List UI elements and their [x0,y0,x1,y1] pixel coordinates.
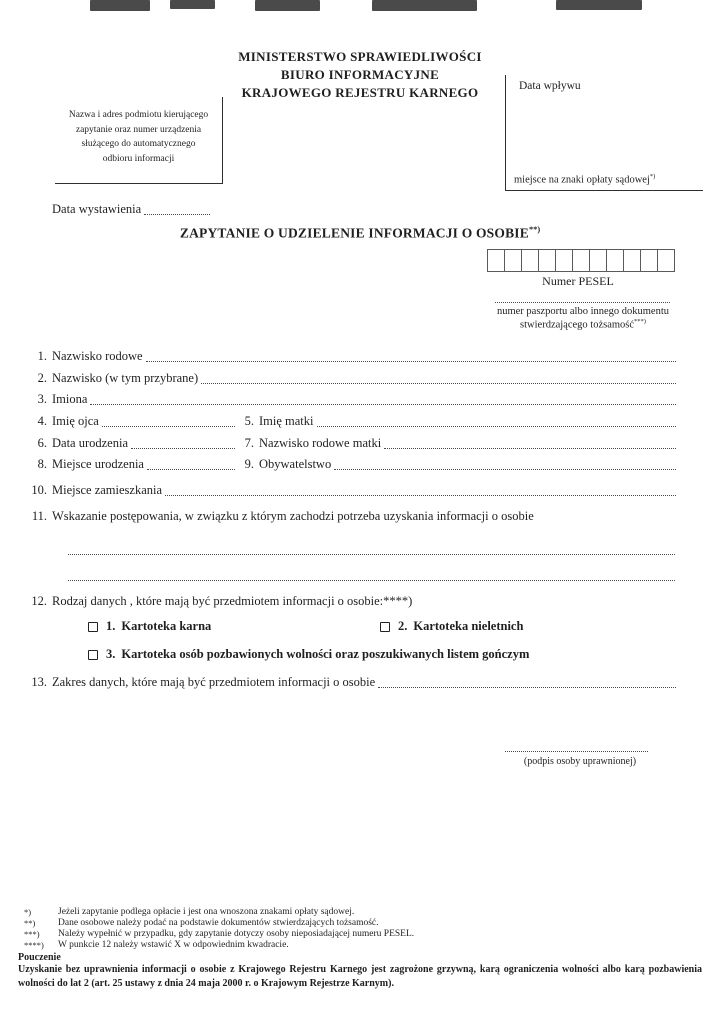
footnote-2 [24,918,700,929]
pesel-cell[interactable] [657,249,675,272]
fill-line[interactable] [131,438,235,449]
fill-line[interactable] [334,459,676,470]
write-in-line[interactable] [68,553,675,555]
field-label: Nazwisko rodowe matki [259,436,382,450]
pesel-cell[interactable] [623,249,641,272]
pesel-cell[interactable] [555,249,573,272]
checkbox-number: 2. [398,619,408,633]
sender-box-line: odbioru informacji [102,154,175,165]
pesel-cell[interactable] [487,249,505,272]
pesel-cell[interactable] [538,249,556,272]
form-row-11 [30,509,678,524]
form-row-2 [30,371,678,386]
field-label: Miejsce urodzenia [52,457,144,471]
fee-stamp-label: miejsce na znaki opłaty sądowej*) [514,172,656,185]
footnote-text: Jeżeli zapytanie podlega opłacie i jest ona wnoszona znakami opłaty sądowej. [58,907,355,917]
form-row-1 [30,349,678,364]
field-label: Data urodzenia [52,436,129,450]
field-number: 3. [37,392,47,406]
date-issued-fill-line[interactable] [144,204,210,215]
form-row-4-5 [30,414,678,429]
pesel-cell[interactable] [572,249,590,272]
passport-note [478,306,688,332]
field-number: 8. [37,457,47,471]
field-number: 9. [244,457,254,471]
title-footnote-ref: **) [528,225,541,234]
form-row-13 [30,675,678,690]
footnote-1 [24,907,700,918]
checkbox-kartoteka-nieletnich [380,619,523,634]
pesel-cell[interactable] [606,249,624,272]
form-row-8-9 [30,457,678,472]
sender-box-line: służącego do automatycznego [81,139,196,150]
row12-footnote-ref: ****) [383,594,413,608]
footnote-4 [24,940,700,951]
pesel-boxes [487,249,675,272]
fill-line[interactable] [147,459,235,470]
scan-artifact [255,0,320,11]
passport-footnote-ref: ***) [634,318,646,326]
field-number: 7. [244,436,254,450]
field-label: Imiona [52,392,88,406]
footnote-marker: **) [24,918,36,928]
date-received-label: Data wpływu [519,80,581,92]
scan-artifact [372,0,477,11]
pesel-cell[interactable] [589,249,607,272]
footnote-text: Należy wypełnić w przypadku, gdy zapytanie dotyczy osoby nieposiadającej numeru PESEL. [58,929,415,939]
sender-box-line: zapytanie oraz numer urządzenia [75,124,202,135]
signature-line[interactable] [505,750,648,752]
checkbox-square[interactable] [88,650,98,660]
field-label: Nazwisko (w tym przybrane) [52,371,199,385]
sender-box-line: Nazwa i adres podmiotu kierującego [68,110,209,120]
signature-caption: (podpis osoby uprawnionej) [523,756,637,767]
checkbox-number: 3. [106,647,116,661]
fill-line[interactable] [378,677,676,688]
fill-line[interactable] [165,485,676,496]
checkbox-number: 1. [106,619,116,633]
fee-stamp-footnote-ref: *) [649,172,656,180]
field-label: Nazwisko rodowe [52,349,143,363]
passport-note-line1: numer paszportu albo innego dokumentu [496,306,670,317]
field-label: Obywatelstwo [259,457,332,471]
field-label: Zakres danych, które mają być przedmiotem informacji o osobie [52,675,376,689]
footnote-3 [24,929,700,940]
scan-artifact [90,0,150,11]
form-title: ZAPYTANIE O UDZIELENIE INFORMACJI O OSOBIE**) [179,225,541,241]
pouczenie-text: Uzyskanie bez uprawnienia informacji o osobie z Krajowego Rejestru Karnego jest zagrożone grzywną, karą ograniczenia wolności albo karą pozbawienia wolności do lat 2 (art. 25 ustawy z dnia 24 maja 2000 r. o Krajowym Rejestrze Karnym). [18,964,702,989]
fill-line[interactable] [317,416,677,427]
footnote-marker: ***) [24,929,40,939]
checkbox-square[interactable] [380,622,390,632]
pesel-cell[interactable] [521,249,539,272]
sender-info-box [55,97,223,184]
pesel-cell[interactable] [640,249,658,272]
fill-line[interactable] [102,416,235,427]
scan-artifact [556,0,642,10]
form-row-3 [30,392,678,407]
field-number: 1. [37,349,47,363]
fee-stamp-box [505,75,703,191]
write-in-line[interactable] [68,579,675,581]
ministry-header-line3: KRAJOWEGO REJESTRU KARNEGO [241,85,479,101]
checkbox-label: Kartoteka osób pozbawionych wolności oraz poszukiwanych listem gończym [121,647,530,661]
pesel-cell[interactable] [504,249,522,272]
passport-fill-line[interactable] [495,301,670,303]
field-number: 13. [31,675,47,689]
field-label: Imię matki [259,414,314,428]
date-issued-label: Data wystawienia [52,202,142,216]
field-label: Wskazanie postępowania, w związku z którym zachodzi potrzeba uzyskania informacji o osobie [52,509,534,523]
fill-line[interactable] [384,438,676,449]
scan-artifact [170,0,215,9]
field-number: 5. [244,414,254,428]
pouczenie-title: Pouczenie [18,952,61,963]
fill-line[interactable] [146,351,676,362]
checkbox-label: Kartoteka nieletnich [413,619,524,633]
form-row-12 [30,594,678,609]
checkbox-label: Kartoteka karna [121,619,212,633]
field-number: 12. [31,594,47,608]
fill-line[interactable] [90,394,676,405]
form-row-6-7 [30,436,678,451]
field-number: 6. [37,436,47,450]
checkbox-kartoteka-osob-pozbawionych [88,647,529,662]
date-issued-row [52,202,212,217]
pesel-label: Numer PESEL [542,274,614,288]
field-number: 11. [31,509,47,523]
field-label: Miejsce zamieszkania [52,483,163,497]
footnote-text: W punkcie 12 należy wstawić X w odpowiednim kwadracie. [58,940,289,950]
field-label: Imię ojca [52,414,99,428]
passport-note-line2: stwierdzającego tożsamość***) [520,318,646,331]
checkbox-kartoteka-karna [88,619,211,634]
field-number: 2. [37,371,47,385]
ministry-header-line1: MINISTERSTWO SPRAWIEDLIWOŚCI [238,49,482,64]
field-label: Rodzaj danych , które mają być przedmiotem informacji o osobie:****) [52,594,413,608]
fill-line[interactable] [201,373,676,384]
footnote-marker: *) [24,907,32,917]
checkbox-square[interactable] [88,622,98,632]
footnote-marker: ****) [24,940,44,950]
footnote-text: Dane osobowe należy podać na podstawie dokumentów stwierdzających tożsamość. [58,918,379,928]
field-number: 4. [37,414,47,428]
form-row-10 [30,483,678,498]
field-number: 10. [31,483,47,497]
ministry-header-line2: BIURO INFORMACYJNE [280,67,440,83]
